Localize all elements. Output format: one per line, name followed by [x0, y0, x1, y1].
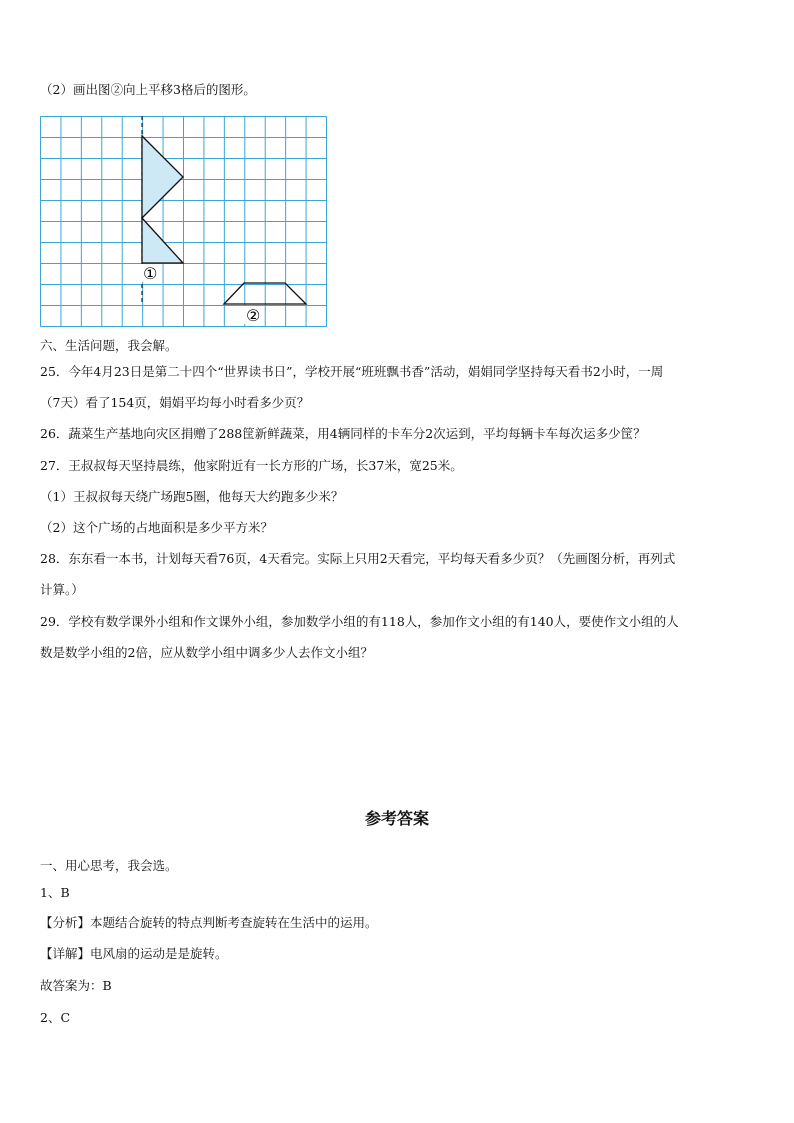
- grid-figure: [40, 116, 327, 327]
- q28-line1: 28．东东看一本书，计划每天看76页，4天看完。实际上只用2天看完，平均每天看多少页？（先画图分析，再列式: [40, 551, 676, 566]
- answer-1-analysis: 【分析】本题结合旋转的特点判断考查旋转在生活中的运用。: [40, 915, 378, 930]
- shape-1-lower-triangle: [142, 218, 183, 263]
- section6-title: 六、生活问题，我会解。: [40, 338, 178, 353]
- figure-label-2: ②: [246, 306, 261, 325]
- q28-line2: 计算。）: [40, 582, 84, 597]
- q25-line2: （7天）看了154页，娟娟平均每小时看多少页？: [40, 395, 310, 410]
- answer-1-final: 故答案为：B: [40, 978, 112, 993]
- q25-line1: 25．今年4月23日是第二十四个“世界读书日”，学校开展“班班飘书香”活动，娟娟同学坚持每天看书2小时，一周: [40, 364, 664, 379]
- answer-2: 2、C: [40, 1010, 71, 1025]
- grid-svg: [40, 116, 327, 327]
- answer-1-detail: 【详解】电风扇的运动是是旋转。: [40, 946, 228, 961]
- q29-line2: 数是数学小组的2倍，应从数学小组中调多少人去作文小组？: [40, 645, 373, 660]
- q27-2: （2）这个广场的占地面积是多少平方米？: [40, 520, 273, 535]
- figure-label-1: ①: [143, 264, 158, 283]
- answer-1: 1、B: [40, 885, 70, 900]
- q27-1: （1）王叔叔每天绕广场跑5圈，他每天大约跑多少米？: [40, 489, 344, 504]
- answer-title: 参考答案: [364, 809, 429, 828]
- q26: 26．蔬菜生产基地向灾区捐赠了288筐新鲜蔬菜，用4辆同样的卡车分2次运到，平均每辆卡车每次运多少筐？: [40, 426, 646, 441]
- grid-lines: [41, 117, 327, 327]
- answer-section1: 一、用心思考，我会选。: [40, 858, 178, 873]
- q27: 27．王叔叔每天坚持晨练，他家附近有一长方形的广场，长37米，宽25米。: [40, 458, 463, 473]
- question-part2: （2）画出图②向上平移3格后的图形。: [40, 82, 256, 97]
- shape-1-upper-triangle: [142, 136, 183, 218]
- q29-line1: 29．学校有数学课外小组和作文课外小组，参加数学小组的有118人，参加作文小组的有140人，要使作文小组的人: [40, 614, 679, 629]
